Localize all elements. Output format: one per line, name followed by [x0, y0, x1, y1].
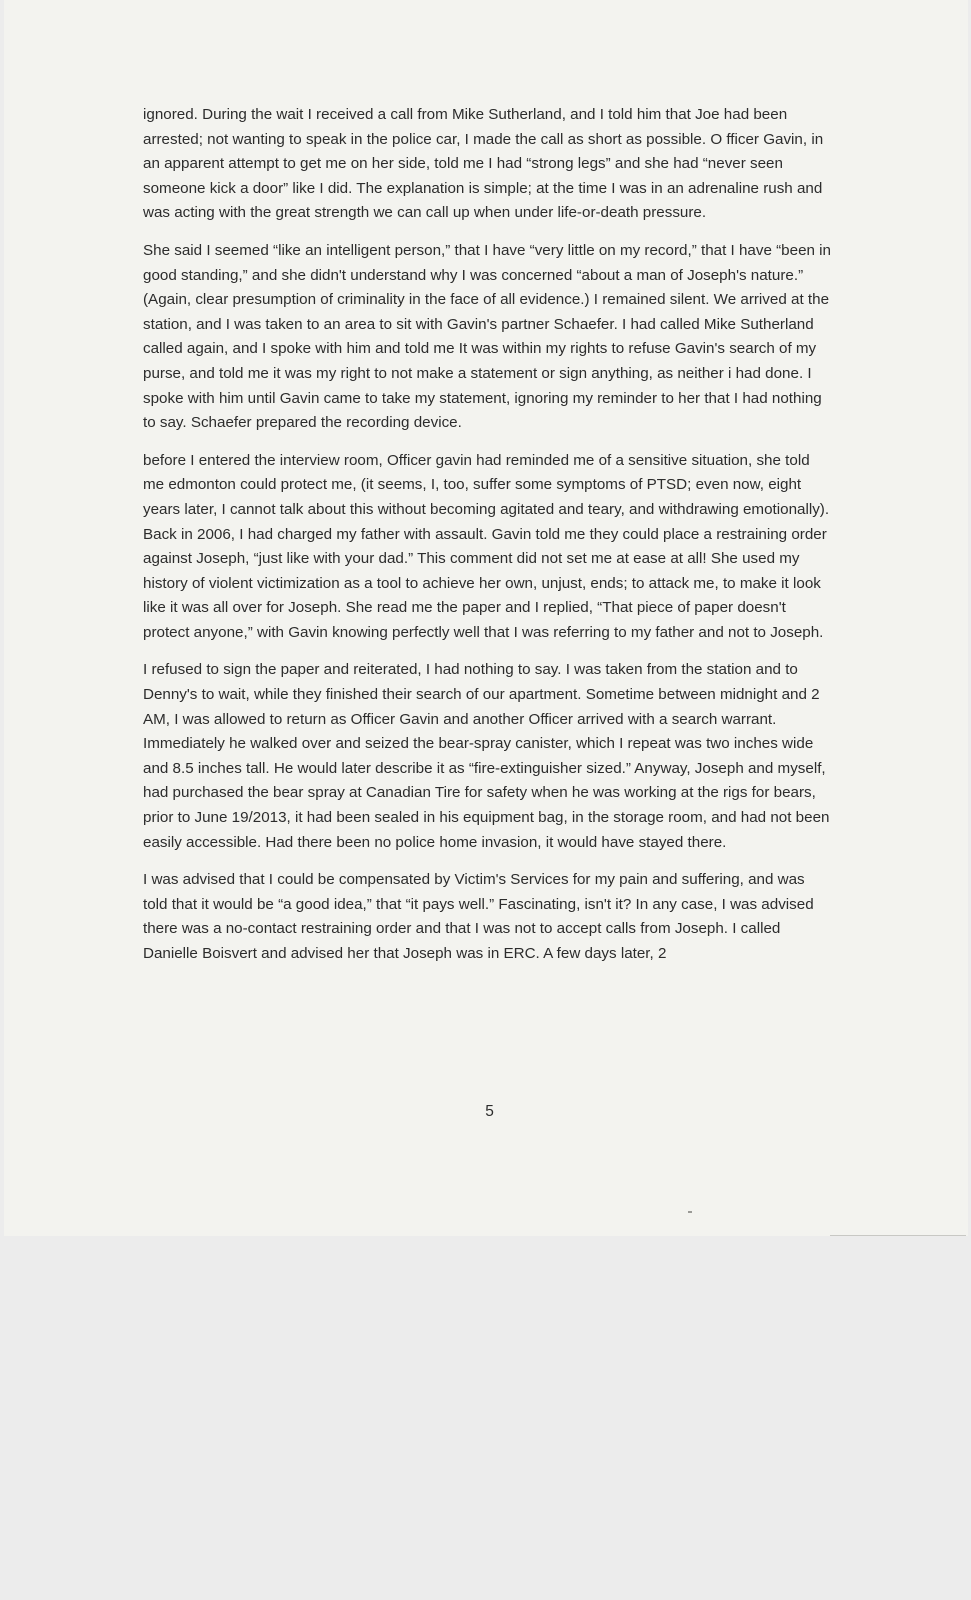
paragraph-1: ignored. During the wait I received a call from Mike Sutherland, and I told him that Joe had been arrested; not wanting to speak in the police car, I made the call as short as possible. O fficer Gavin, in an apparent attempt to get me on her side, told me I had “strong legs” and she had “never seen someone kick a door” like I did. The explanation is simple; at the time I was in an adrenaline rush and was acting with the great strength we can call up when under life-or-death pressure.	[143, 106, 824, 222]
scan-speck	[688, 1211, 692, 1213]
page-number: 5	[485, 1103, 494, 1120]
paragraph-3: before I entered the interview room, Officer gavin had reminded me of a sensitive situation, she told me edmonton could protect me, (it seems, I, too, suffer some symptoms of PTSD; even now, eight years later, I cannot talk about this without becoming agitated and teary, and withdrawing emotionally). Back in 2006, I had charged my father with assault. Gavin told me they could place a restraining order against Joseph, “just like with your dad.” This comment did not set me at ease at all! She used my history of violent victimization as a tool to achieve her own, unjust, ends; to attack me, to make it look like it was all over for Joseph. She read me the paper and I replied, “That piece of paper doesn't protect anyone,” with Gavin knowing perfectly well that I was referring to my father and not to Joseph.	[143, 451, 830, 641]
paragraph-2: She said I seemed “like an intelligent person,” that I have “very little on my record,” that I have “been in good standing,” and she didn't understand why I was concerned “about a man of Joseph's nature.” (Again, clear presumption of criminality in the face of all evidence.) I remained silent. We arrived at the station, and I was taken to an area to sit with Gavin's partner Schaefer. I had called Mike Sutherland called again, and I spoke with him and told me It was within my rights to refuse Gavin's search of my purse, and told me it was my right to not make a statement or sign anything, as neither i had done. I spoke with him until Gavin came to take my statement, ignoring my reminder to her that I had nothing to say. Schaefer prepared the recording device.	[143, 241, 832, 432]
paragraph-5: I was advised that I could be compensated by Victim's Services for my pain and suffering, and was told that it would be “a good idea,” that “it pays well.” Fascinating, isn't it? In any case, I was advised there was a no-contact restraining order and that I was not to accept calls from Joseph. I called Danielle Boisvert and advised her that Joseph was in ERC. A few days later, 2	[143, 871, 814, 962]
document-body	[143, 103, 831, 980]
paragraph-4: I refused to sign the paper and reiterated, I had nothing to say. I was taken from the station and to Denny's to wait, while they finished their search of our apartment. Sometime between midnight and 2 AM, I was allowed to return as Officer Gavin and another Officer arrived with a search warrant. Immediately he walked over and seized the bear-spray canister, which I repeat was two inches wide and 8.5 inches tall. He would later describe it as “fire-extinguisher sized.” Anyway, Joseph and myself, had purchased the bear spray at Canadian Tire for safety when he was working at the rigs for bears, prior to June 19/2013, it had been sealed in his equipment bag, in the storage room, and had not been easily accessible. Had there been no police home invasion, it would have stayed there.	[143, 661, 830, 851]
page-edge-line	[830, 1235, 966, 1236]
